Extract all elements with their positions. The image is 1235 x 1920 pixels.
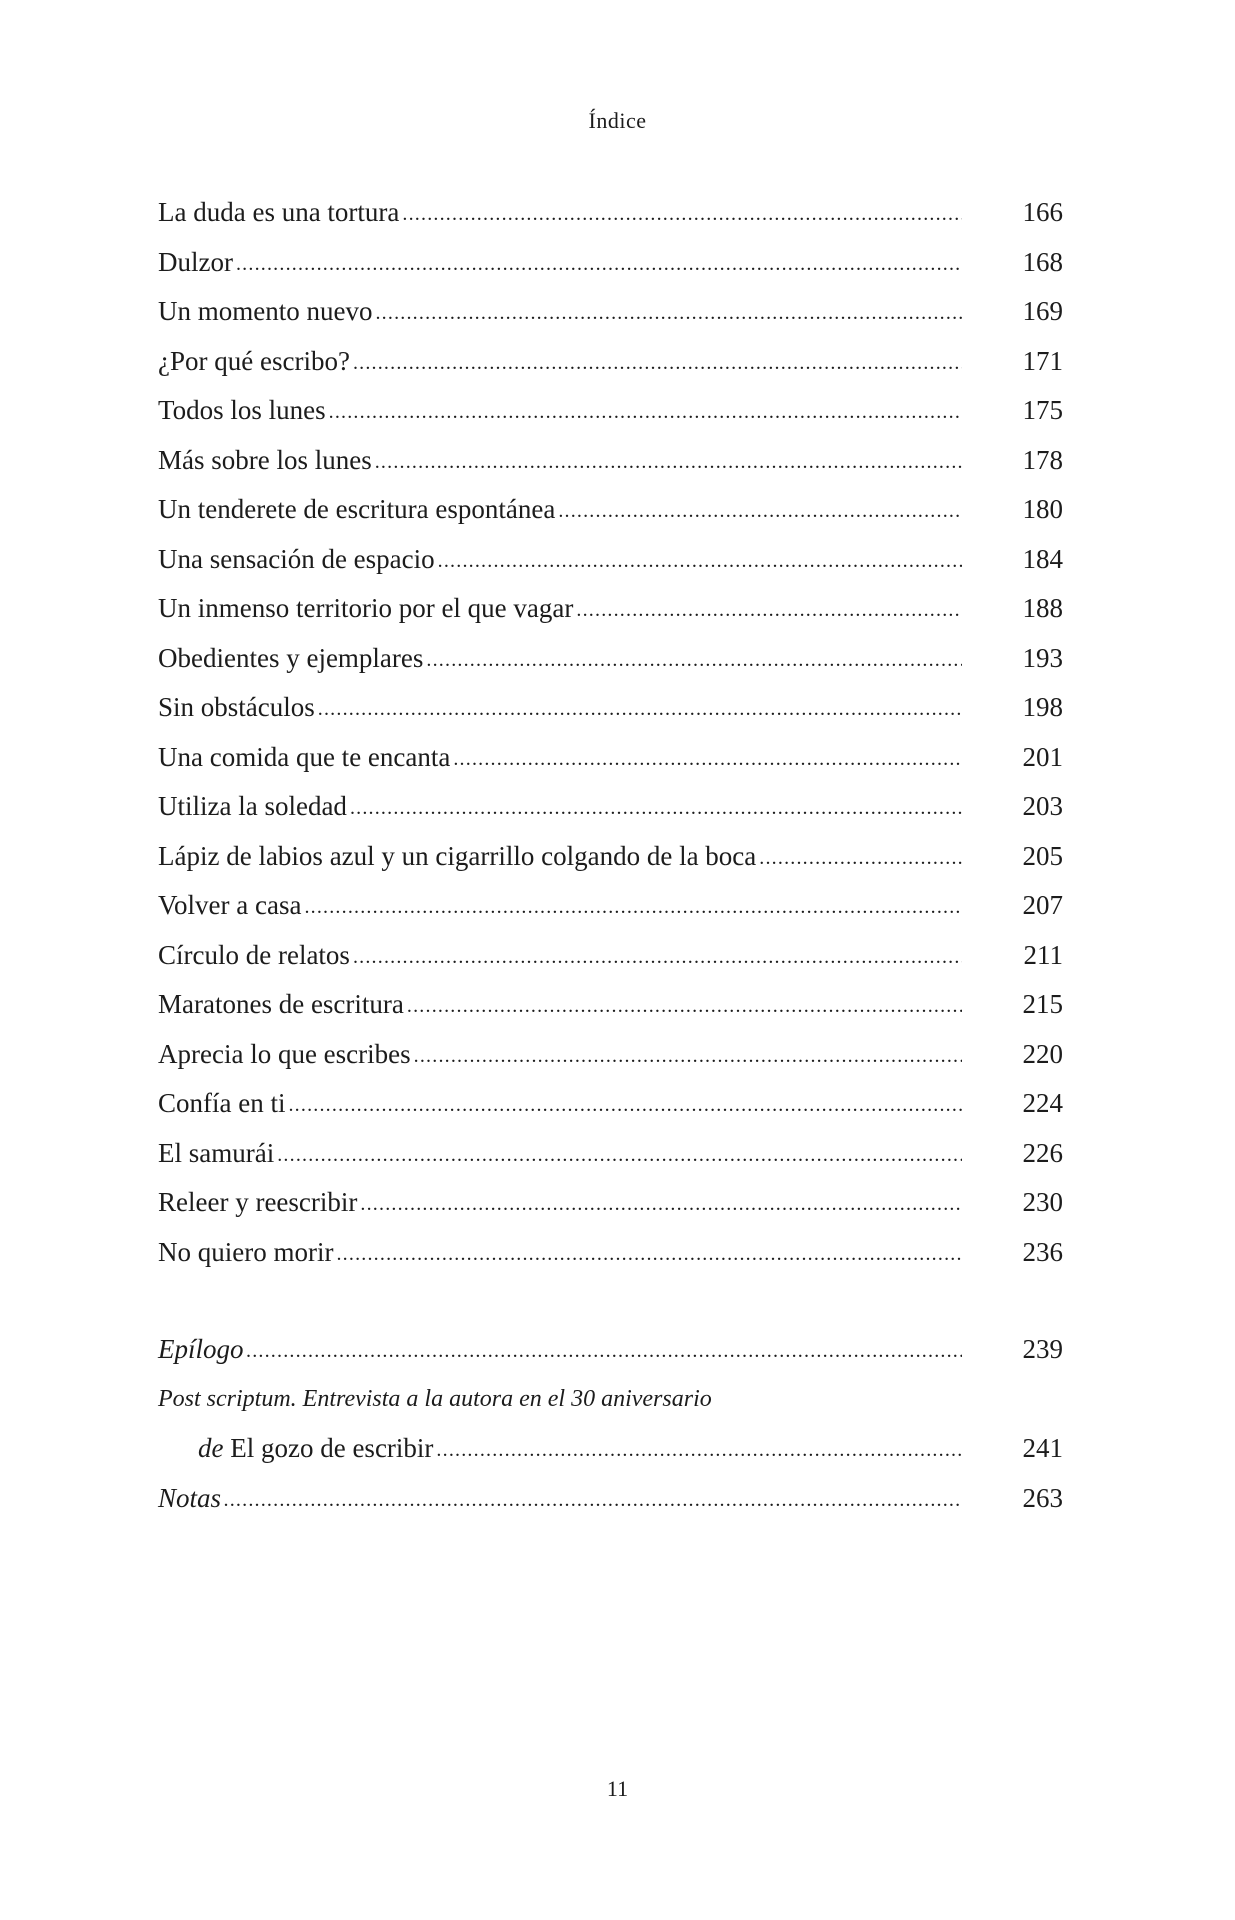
toc-row [158,782,1063,832]
toc-row [158,1129,1063,1179]
toc-row [158,1079,1063,1129]
toc-row [158,337,1063,387]
toc-page-number: 205 [1022,840,1063,871]
dot-leader [224,1473,962,1526]
toc-row [158,188,1063,238]
toc-row [158,584,1063,634]
toc-row-postscript-line1 [158,1375,1063,1425]
table-of-contents [158,188,1063,1523]
dot-leader [375,435,962,488]
toc-row [158,535,1063,585]
toc-row [158,1178,1063,1228]
page-number: 11 [606,1776,629,1801]
toc-page-number: 207 [1022,890,1063,920]
dot-leader [375,286,962,339]
dot-leader [304,880,962,933]
dot-leader [247,1324,963,1377]
toc-title: Un momento nuevo [158,296,373,326]
toc-page-number: 230 [1022,1187,1063,1217]
toc-title: Notas [158,1482,222,1513]
toc-page-number: 211 [1023,939,1063,970]
toc-row [158,386,1063,436]
toc-page-number: 175 [1022,395,1063,425]
toc-title: Una comida que te encanta [158,741,451,772]
toc-title: Volver a casa [158,890,302,920]
toc-title: Confía en ti [158,1088,286,1118]
toc-title: Maratones de escritura [158,989,404,1019]
dot-leader [438,534,962,587]
toc-page-number: 215 [1022,989,1063,1019]
dot-leader [236,237,962,290]
toc-page-number: 239 [1022,1334,1063,1364]
toc-row [158,733,1063,783]
dot-leader [453,732,962,785]
toc-row [158,238,1063,288]
toc-page-number: 180 [1022,494,1063,524]
toc-page-number: 236 [1022,1236,1063,1267]
toc-page-number: 224 [1022,1088,1063,1118]
toc-title: Releer y reescribir [158,1187,358,1217]
dot-leader [277,1128,962,1181]
toc-title: Una sensación de espacio [158,543,435,574]
dot-leader [402,187,962,240]
toc-title: ¿Por qué escribo? [158,345,350,376]
toc-row [158,683,1063,733]
toc-title: Post scriptum. Entrevista a la autora en el 30 aniversario [158,1385,712,1412]
dot-leader [436,1423,962,1476]
dot-leader [407,979,962,1032]
dot-leader [353,336,962,389]
dot-leader [329,385,962,438]
toc-title-postscript-continuation [158,1424,433,1474]
toc-page-number: 226 [1022,1137,1063,1168]
toc-title: Aprecia lo que escribes [158,1038,411,1069]
dot-leader [558,484,962,537]
dot-leader [414,1029,962,1082]
toc-page-number: 220 [1022,1038,1063,1069]
toc-page-number: 184 [1022,543,1063,574]
running-head: Índice [588,108,647,133]
dot-leader [576,583,962,636]
dot-leader [353,930,962,983]
toc-title: Epílogo [158,1334,244,1364]
toc-row [158,832,1063,882]
toc-row [158,881,1063,931]
toc-page-number: 178 [1022,444,1063,475]
toc-title: Círculo de relatos [158,939,350,970]
toc-page-number: 263 [1022,1482,1063,1513]
dot-leader [360,1177,962,1230]
toc-page-number: 241 [1022,1433,1063,1463]
toc-title: Dulzor [158,246,233,277]
toc-row [158,634,1063,684]
dot-leader [350,781,962,834]
toc-page-number: 198 [1022,692,1063,722]
toc-page-number: 201 [1022,741,1063,772]
toc-title: Sin obstáculos [158,692,315,722]
toc-row [158,485,1063,535]
toc-title-prefix: de [198,1433,224,1463]
toc-title: La duda es una tortura [158,197,400,227]
toc-title: Todos los lunes [158,395,326,425]
toc-row-notes [158,1474,1063,1524]
dot-leader [759,831,962,884]
toc-entries [158,188,1063,1277]
toc-row-postscript-line2 [158,1424,1063,1474]
toc-row-epilogue [158,1325,1063,1375]
section-gap [158,1277,1063,1325]
toc-page-number: 203 [1022,791,1063,821]
toc-title: Un inmenso territorio por el que vagar [158,593,574,623]
toc-row [158,436,1063,486]
toc-page-number: 169 [1022,296,1063,326]
toc-row [158,1228,1063,1278]
toc-title-book-name: El gozo de escribir [230,1433,434,1463]
toc-title: Un tenderete de escritura espontánea [158,494,556,524]
toc-row [158,1030,1063,1080]
toc-title: El samurái [158,1137,275,1168]
toc-title: Lápiz de labios azul y un cigarrillo colgando de la boca [158,840,757,871]
dot-leader [336,1227,962,1280]
toc-row [158,931,1063,981]
toc-title: Utiliza la soledad [158,791,347,821]
dot-leader [318,682,962,735]
toc-page-number: 171 [1022,345,1063,376]
toc-title: Más sobre los lunes [158,444,372,475]
toc-row [158,287,1063,337]
toc-page-number: 193 [1022,642,1063,673]
toc-row [158,980,1063,1030]
toc-page-number: 168 [1022,246,1063,277]
toc-title: No quiero morir [158,1236,334,1267]
toc-title: Obedientes y ejemplares [158,642,424,673]
dot-leader [288,1078,962,1131]
dot-leader [426,633,962,686]
toc-page-number: 166 [1022,197,1063,227]
toc-page-number: 188 [1022,593,1063,623]
